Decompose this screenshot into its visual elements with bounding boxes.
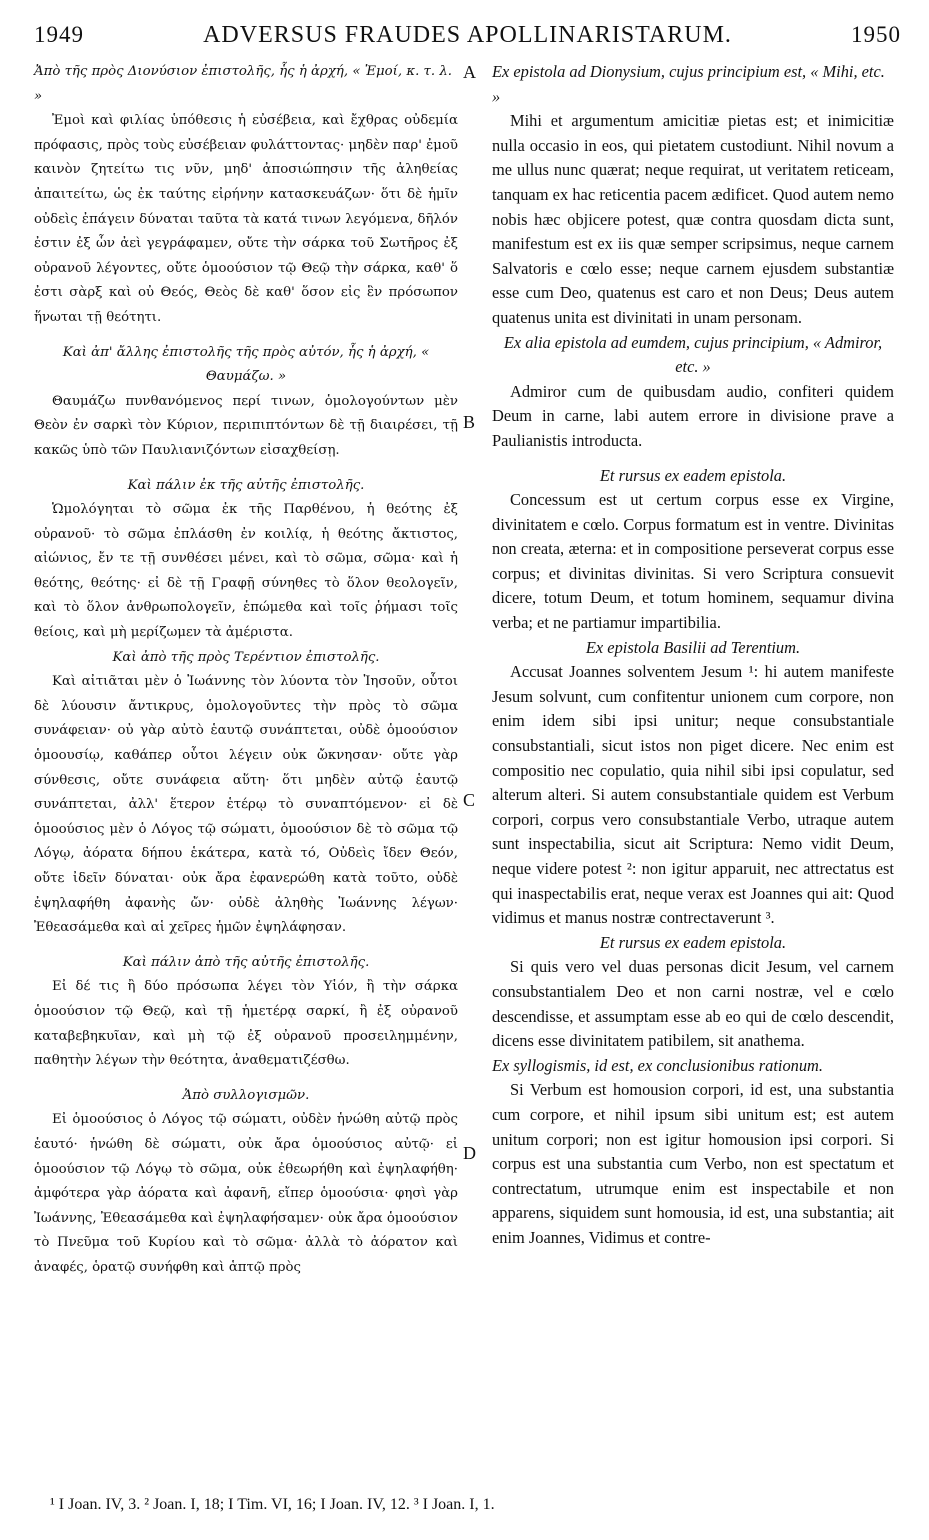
margin-letter-b: B [463, 412, 476, 432]
section-heading: Ex syllogismis, id est, ex conclusionibus rationum. [492, 1055, 823, 1075]
running-title: ADVERSUS FRAUDES APOLLINARISTARUM. [203, 22, 732, 48]
section-heading: Καὶ πάλιν ἐκ τῆς αὐτῆς ἐπιστολῆς. [127, 477, 365, 493]
section-heading: Ἀπὸ συλλογισμῶν. [182, 1087, 310, 1103]
paragraph: Εἰ δέ τις ἢ δύο πρόσωπα λέγει τὸν Υἱόν, ἢ τὴν σάρκα ὁμοούσιον τῷ Θεῷ, καὶ τῇ ἡμετέρᾳ σαρκί, ἢ ἐξ οὐρανοῦ καταβεβηκυῖαν, καὶ μὴ τῷ ἐξ οὐρανοῦ προσειλημμένην, παθητὴν λέγων τὴν θεότητα, ἀναθεματιζέσθω. [34, 979, 458, 1069]
page-number-left: 1949 [34, 22, 84, 47]
section-heading: Et rursus ex eadem epistola. [599, 465, 787, 485]
section-heading: Et rursus ex eadem epistola. [599, 932, 787, 952]
paragraph: Mihi et argumentum amicitiæ pietas est; et inimicitiæ nulla occasio in eos, qui pietatem custodiunt. Nihil novum a me ullus nunc quærat; neque requirat, ut veritatem reticeam, tanquam ex hac reticentia pacem ædificet. Quod autem nemo nobis hæc objicere potest, quæ contra quosdam dicta sunt, manifestum est ex iis quæ semper scripsimus, neque carnem Salvatoris e cœlo esse; neque carnem ejusdem substantiæ esse cum Deo, quatenus est caro et non Deus; Deus autem quatenus unita est divinitati in unam personam. [492, 111, 894, 327]
section-heading: Ἀπὸ τῆς πρὸς Διονύσιον ἐπιστολῆς, ἧς ἡ ἀρχή, « Ἐμοί, κ. τ. λ. » [34, 64, 452, 104]
paragraph: Si quis vero vel duas personas dicit Jesum, vel carnem consubstantialem Deo et non carni nostræ, vel e cœlo descendisse, et assumptam esse ab eo qui de cœlo descendit, dicens esse divinitatem patibilem, sit anathema. [492, 957, 894, 1051]
running-head [34, 18, 901, 58]
section-heading: Καὶ ἀπὸ τῆς πρὸς Τερέντιον ἐπιστολῆς. [112, 649, 380, 665]
paragraph: Admiror cum de quibusdam audio, confiteri quidem Deum in carne, labi autem errore in divisione prave a Paulianistis introducta. [492, 381, 894, 450]
footnotes: ¹ I Joan. IV, 3. ² Joan. I, 18; I Tim. VI, 16; I Joan. IV, 12. ³ I Joan. I, 1. [50, 1496, 495, 1513]
margin-letter-d: D [463, 1143, 476, 1163]
section-heading: Καὶ ἀπ' ἄλλης ἐπιστολῆς τῆς πρὸς αὐτόν, ἧς ἡ ἀρχή, « Θαυμάζω. » [62, 344, 430, 385]
paragraph: Si Verbum est homousion corpori, id est, una substantia cum corpore, et nihil ipsum sibi unitum est; est autem unitum corpori; non est igitur homousion ipsi corpori. Si corpus est una substantia cum Verbo, non est spectatum et contrectatum, utrumque enim est inspectabile et non apparens, siquidem sunt homousia, id est, una substantia; ait enim Joannes, Vidimus et contre- [492, 1080, 894, 1247]
margin-letter-c: C [463, 790, 476, 810]
section-heading: Καὶ πάλιν ἀπὸ τῆς αὐτῆς ἐπιστολῆς. [122, 954, 370, 970]
paragraph: Accusat Joannes solventem Jesum ¹: hi autem manifeste Jesum solvunt, cum confitentur unionem cum corpore, non enim idem sibi ipsi unitur; neque consubstantiale consubstantiali, sicut istos non piget dicere. Nec enim est compositio nec copulatio, quia nihil sibi ipsi copulatur, sed alterum alteri. Si autem consubstantiale quidem est Verbum corpori, corpus vero consubstantiale Verbo, utraque autem sunt inspectabilia, sicut ait Scriptura: Nemo vidit Deum, neque videre potest ²: non igitur apparuit, nec attrectatus est qui inaspectabilis erat, neque verax est Joannes qui ait: Quod vidimus et manus nostræ contrectaverunt ³. [492, 662, 894, 928]
margin-letter-a: A [463, 62, 476, 82]
latin-column [492, 60, 894, 1251]
paragraph: Καὶ αἰτιᾶται μὲν ὁ Ἰωάννης τὸν λύοντα τὸν Ἰησοῦν, οὗτοι δὲ λύουσιν ἄντικρυς, ὁμολογοῦντες τὴν πρὸς τὸ σῶμα συνάφειαν· οὐ γὰρ αὐτὸ ἑαυτῷ συνάπτεται, οὐδὲ ὁμοούσιον ὁμοουσίῳ, καθάπερ οὗτοι λέγειν οὐκ ὤκνησαν· οὔτε γὰρ σύνθεσις, οὔτε συνάφεια αὕτη· ὅτι μηδὲν αὐτῷ ἑαυτῷ συνάπτεται, ἀλλ' ἕτερον ἑτέρῳ τὸ συναπτόμενον· εἰ δὲ ὁμοούσιος μὲν ὁ Λόγος τῷ σώματι, ὁμοούσιον δὲ τὸ σῶμα τῷ Λόγῳ, ἀόρατα δήπου ἑκάτερα, κατὰ τό, Οὐδεὶς ἴδεν Θεόν, οὔτε ἰδεῖν δύναται· οὐκ ἄρα ἐφανερώθη κατὰ τοῦτο, οὐδὲ ἐψηλαφήθη ἀφανὴς ὤν· οὐδὲ ἀληθὴς Ἰωάννης λέγων· Ἐθεασάμεθα καὶ αἱ χεῖρες ἡμῶν ἐψηλάφησαν. [34, 674, 458, 936]
section-heading: Ex alia epistola ad eumdem, cujus principium, « Admiror, etc. » [503, 332, 883, 377]
paragraph: Εἰ ὁμοούσιος ὁ Λόγος τῷ σώματι, οὐδὲν ἡνώθη αὐτῷ πρὸς ἑαυτό· ἡνώθη δὲ σώματι, οὐκ ἄρα ὁμοούσιος αὐτῷ· εἰ ὁμοούσιον τῷ Λόγῳ τὸ σῶμα, οὐκ ἐθεωρήθη καὶ ἐψηλαφήθη· ἀμφότερα γὰρ ἀόρατα καὶ ἀφανῆ, εἴπερ ὁμοούσια· φησὶ γὰρ Ἰωάννης, Ἐθεασάμεθα καὶ ἐψηλαφήσαμεν· οὐκ ἄρα ὁμοούσιον τὸ Πνεῦμα τοῦ Κυρίου καὶ τὸ σῶμα· ἀλλὰ τὸ ἀόρατον καὶ ἀναφές, ὁρατῷ συνήφθη καὶ ἁπτῷ πρὸς [34, 1112, 458, 1275]
paragraph: Θαυμάζω πυνθανόμενος περί τινων, ὁμολογούντων μὲν Θεὸν ἐν σαρκὶ τὸν Κύριον, περιπιπτόντων δὲ τῇ διαιρέσει, τῇ κακῶς ὑπὸ τῶν Παυλιανιζόντων εἰσαχθείσῃ. [34, 393, 458, 458]
section-heading: Ex epistola ad Dionysium, cujus principium est, « Mihi, etc. » [492, 62, 885, 106]
section-heading: Ex epistola Basilii ad Terentium. [585, 637, 801, 657]
paragraph: Ὡμολόγηται τὸ σῶμα ἐκ τῆς Παρθένου, ἡ θεότης ἐξ οὐρανοῦ· τὸ σῶμα ἐπλάσθη ἐν κοιλίᾳ, ἡ θεότης ἄκτιστος, αἰώνιος, ἔν τε τῇ συνθέσει μένει, καὶ τὸ σῶμα, σῶμα· καὶ ἡ θεότης, θεότης· εἰ δὲ τῇ Γραφῇ σύνηθες τὸ ὅλον θεολογεῖν, καὶ τὸ ὅλον ἀνθρωπολογεῖν, ἑπώμεθα καὶ τοῖς ῥήμασι τοῖς θείοις, καὶ μὴ μερίζωμεν τὰ ἀμέριστα. [34, 502, 458, 641]
paragraph: Concessum est ut certum corpus esse ex Virgine, divinitatem e cœlo. Corpus formatum est in ventre. Divinitas non creata, æterna: et in compositione perseverat corpus esse corpus; et divinitas divinitas. Si vero Scriptura consuevit dicere, totum Deum, et totum hominem, sequamur divina verba; et ne partiamur impartibilia. [492, 490, 894, 633]
greek-column [34, 60, 458, 1281]
paragraph: Ἐμοὶ καὶ φιλίας ὑπόθεσις ἡ εὐσέβεια, καὶ ἔχθρας οὐδεμία πρόφασις, πρὸς τοὺς εὐσέβειαν φυλάττοντας· μηδὲν παρ' ἐμοῦ καινὸν ζητείτω τις νῦν, μηδ' ἀποσιώπησιν τῆς ἀληθείας ἀπαιτείτω, ὡς ἐκ ταύτης εἰρήνην κατασκευάζων· ὅτι δὲ ἡμῖν οὐδεὶς ἐπάγειν δύναται ταῦτα τὰ κατά τινων λεγόμενα, δῆλόν ἐστιν ἐξ ὧν ἀεὶ γεγράφαμεν, οὔτε τὴν σάρκα τοῦ Σωτῆρος ἐξ οὐρανοῦ λέγοντες, οὔτε ὁμοούσιον τῷ Θεῷ τὴν σάρκα, καθ' ὅ ἐστι σὰρξ καὶ οὐ Θεός, Θεὸς δὲ καθ' ὅσον εἰς ἓν πρόσωπον ἥνωται τῇ θεότητι. [34, 113, 459, 325]
page-number-right: 1950 [851, 22, 901, 47]
